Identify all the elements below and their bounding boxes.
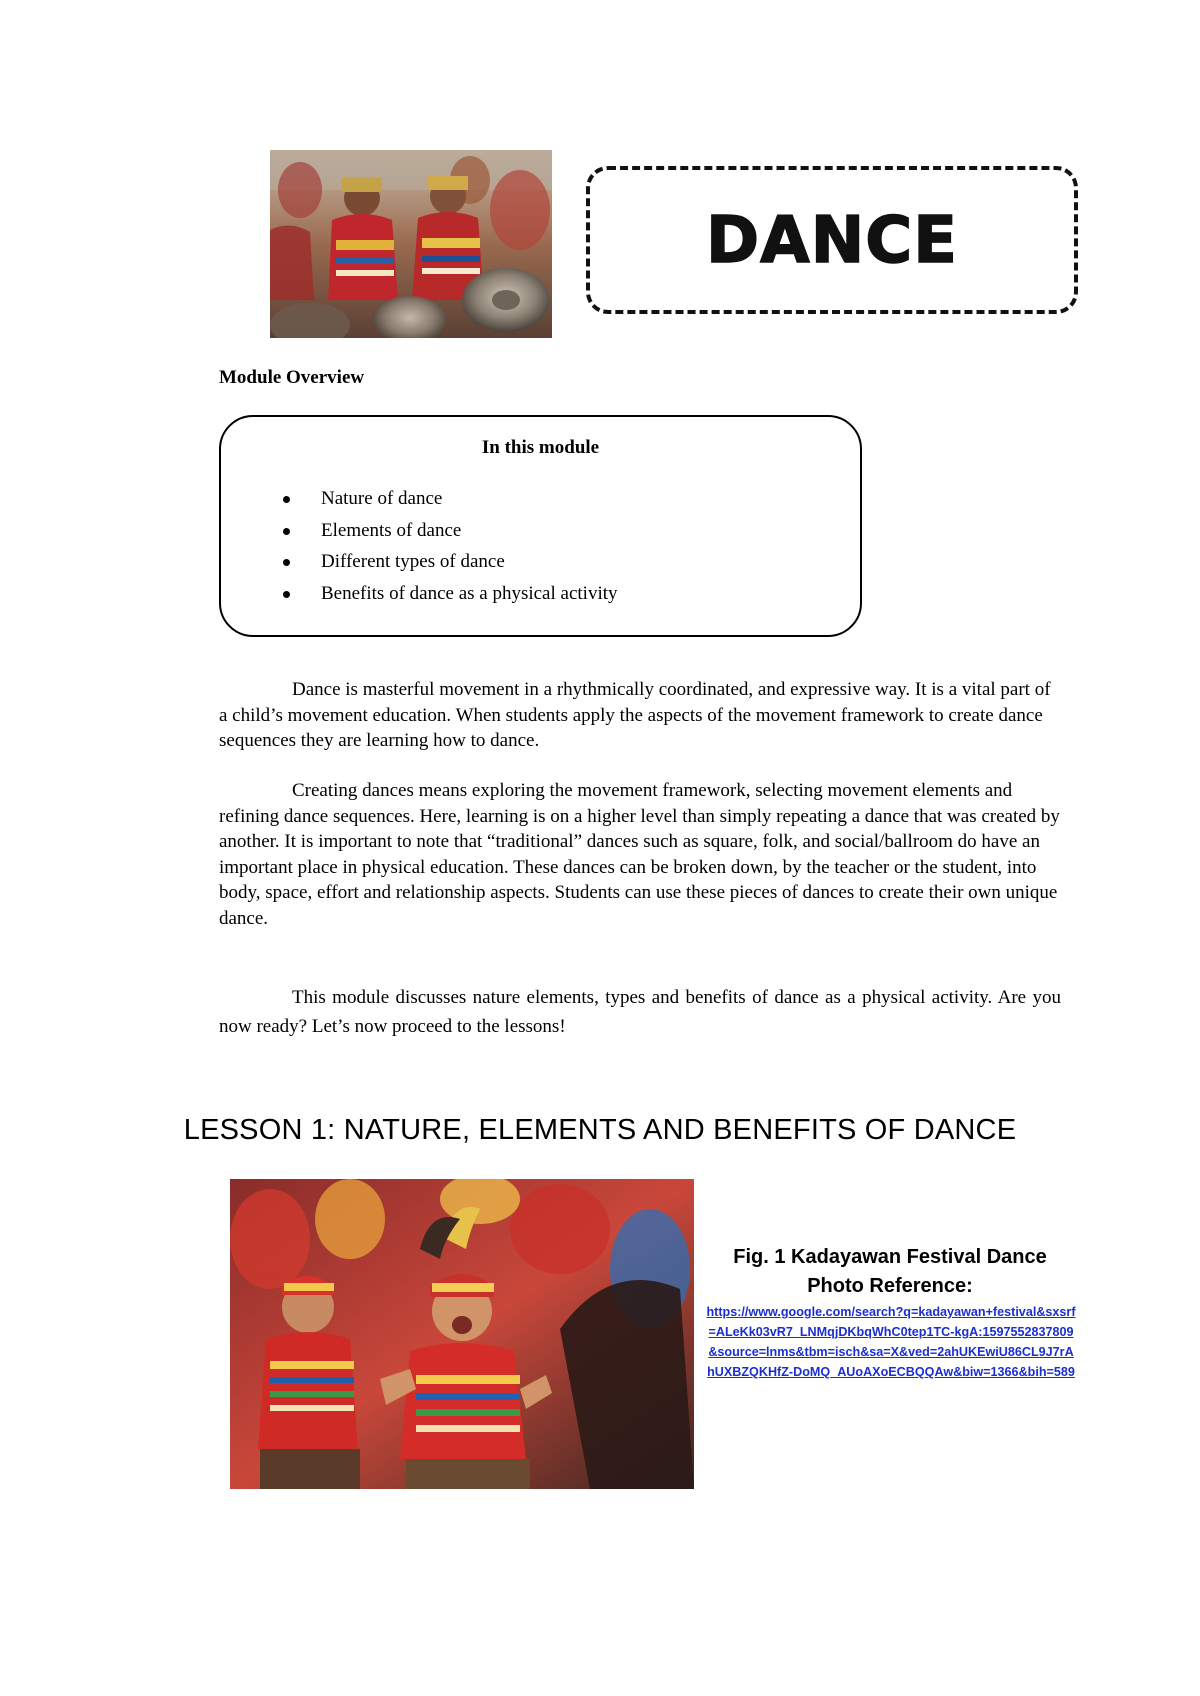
kadayawan-festival-photo xyxy=(230,1179,694,1489)
dancers-illustration-top xyxy=(270,150,552,338)
module-overview-heading: Module Overview xyxy=(219,367,365,388)
list-item: Nature of dance xyxy=(281,483,618,515)
festival-dancers-illustration xyxy=(230,1179,694,1489)
module-box-title: In this module xyxy=(481,437,600,458)
module-topics-list xyxy=(281,483,618,609)
list-item: Different types of dance xyxy=(281,546,618,578)
module-title: DANCE xyxy=(706,204,958,278)
paragraph-module-summary xyxy=(219,983,1061,1041)
photo-reference-link[interactable]: https://www.google.com/search?q=kadayawan+festival&sxsrf=ALeKk03vR7_LNMqjDKbqWhC0tep1TC-kgA:1597552837809&source=lnms&tbm=isch&sa=X&ved=2ahUKEwiU86CL9J7rAhUXBZQKHfZ-DoMQ_AUoAXoECBQQAw&biw=1366&bih=589 xyxy=(706,1305,1076,1379)
title-box xyxy=(586,166,1078,314)
dancers-photo-top xyxy=(270,150,552,338)
lesson-heading: LESSON 1: NATURE, ELEMENTS AND BENEFITS OF DANCE xyxy=(183,1114,1017,1146)
figure-caption-title: Fig. 1 Kadayawan Festival Dance xyxy=(733,1246,1047,1268)
paragraph-creating-dances xyxy=(219,778,1061,931)
figure-caption-reference-label: Photo Reference: xyxy=(807,1275,973,1297)
paragraph-intro-text: Dance is masterful movement in a rhythmically coordinated, and expressive way. It is a vital part of a child’s movement education. When students apply the aspects of the movement framework to create dance sequences they are learning how to dance. xyxy=(219,679,1051,751)
figure-caption xyxy=(700,1243,1080,1301)
paragraph-intro xyxy=(219,677,1061,754)
list-item: Elements of dance xyxy=(281,515,618,547)
list-item: Benefits of dance as a physical activity xyxy=(281,578,618,610)
module-topics-box xyxy=(219,415,862,637)
paragraph-module-summary-text: This module discusses nature elements, types and benefits of dance as a physical activity. Are you now ready? Let’s now proceed to the lessons! xyxy=(219,987,1061,1037)
paragraph-creating-dances-text: Creating dances means exploring the movement framework, selecting movement elements and refining dance sequences. Here, learning is on a higher level than simply repeating a dance that was created by another. It is important to note that “traditional” dances such as square, folk, and social/ballroom do have an important place in physical education. These dances can be broken down, by the teacher or the student, into body, space, effort and relationship aspects. Students can use these pieces of dances to create their own unique dance. xyxy=(219,780,1060,929)
